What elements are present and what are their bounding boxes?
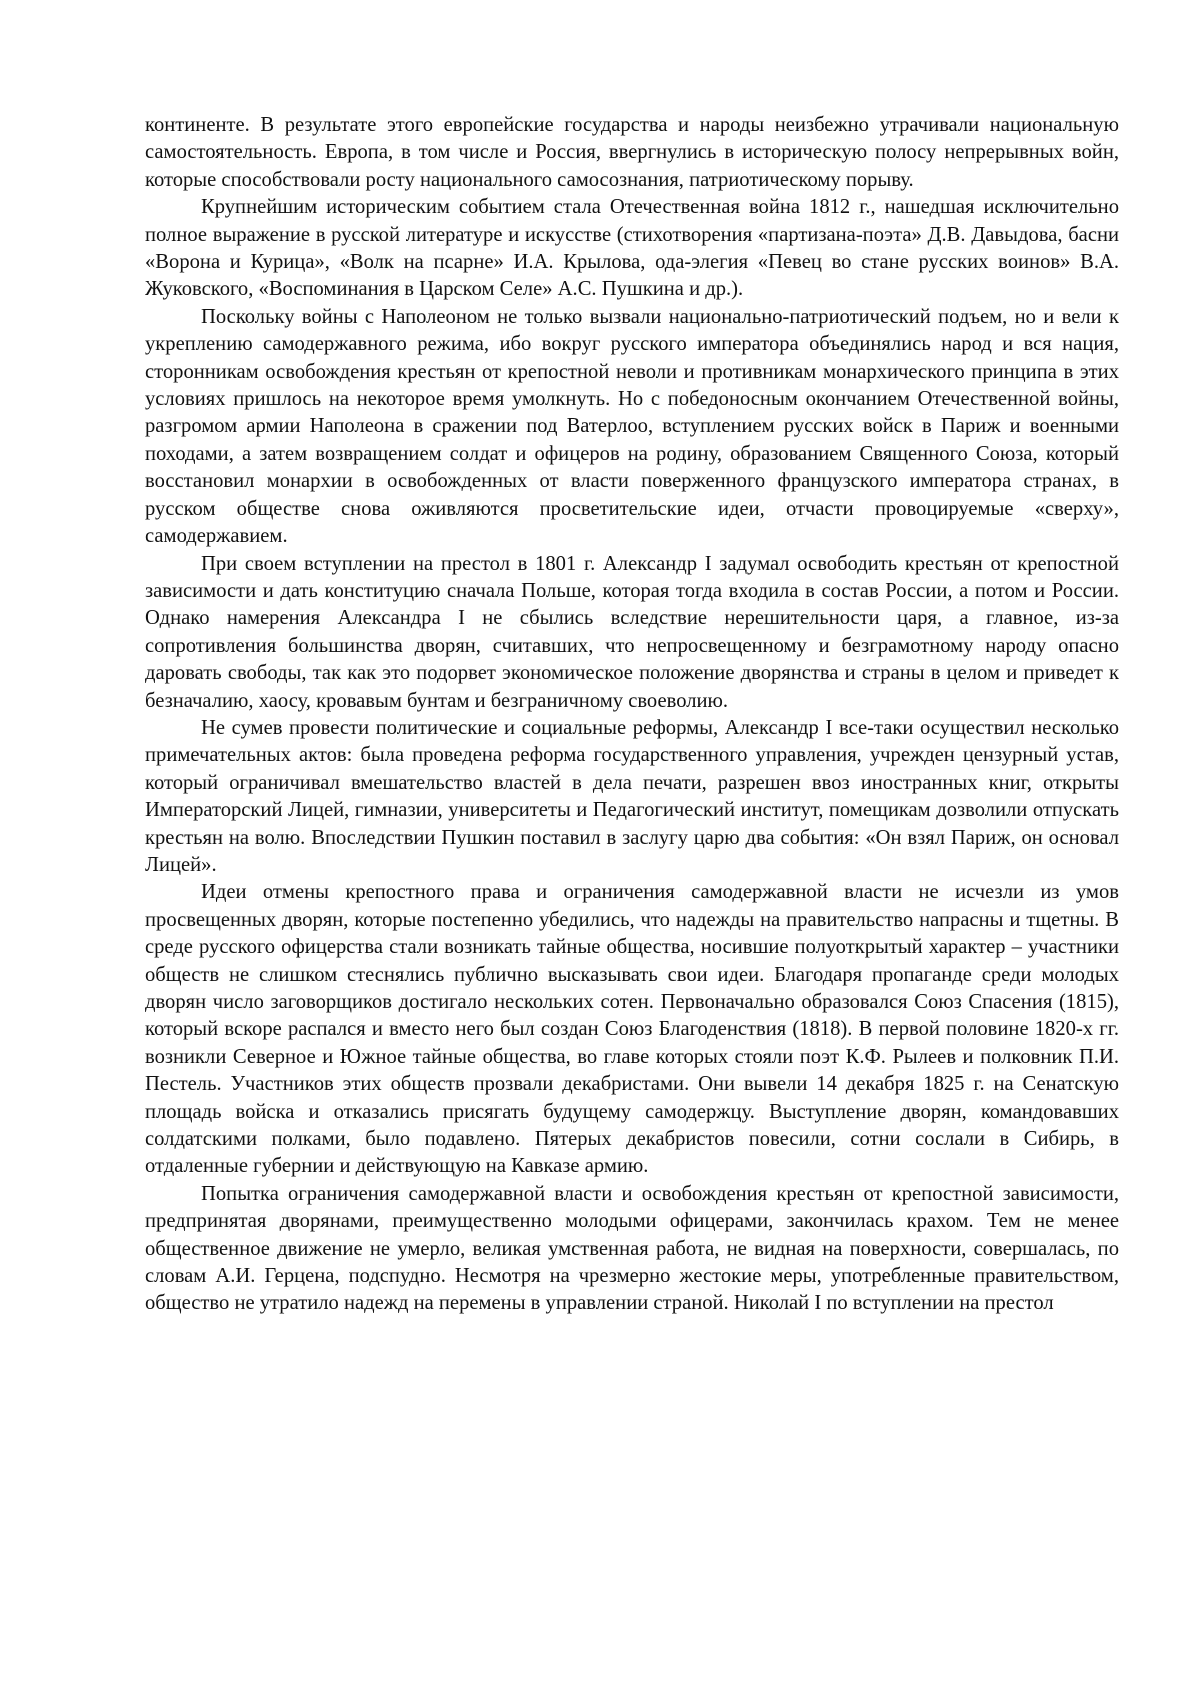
document-page — [145, 112, 1119, 1318]
paragraph-5: Не сумев провести политические и социальные реформы, Александр I все-таки осуществил несколько примечательных актов: была проведена реформа государственного управления, учрежден цензурный устав, который ограничивал вмешательство властей в дела печати, разрешен ввоз иностранных книг, открыты Императорский Лицей, гимназии, университеты и Педагогический институт, помещикам дозволили отпускать крестьян на волю. Впоследствии Пушкин поставил в заслугу царю два события: «Он взял Париж, он основал Лицей». — [145, 716, 1119, 876]
paragraph-4: При своем вступлении на престол в 1801 г. Александр I задумал освободить крестьян от крепостной зависимости и дать конституцию сначала Польше, которая тогда входила в состав России, а потом и России. Однако намерения Александра I не сбылись вследствие нерешительности царя, а главное, из-за сопротивления большинства дворян, считавших, что непросвещенному и безграмотному народу опасно даровать свободы, так как это подорвет экономическое положение дворянства и страны в целом и приведет к безначалию, хаосу, кровавым бунтам и безграничному своеволию. — [145, 552, 1119, 712]
paragraph-1: континенте. В результате этого европейские государства и народы неизбежно утрачивали национальную самостоятельность. Европа, в том числе и Россия, ввергнулись в историческую полосу непрерывных войн, которые способствовали росту национального самосознания, патриотическому порыву. — [145, 114, 1119, 191]
paragraph-3: Поскольку войны с Наполеоном не только вызвали национально-патриотический подъем, но и вели к укреплению самодержавного режима, ибо вокруг русского императора объединялись народ и вся нация, сторонникам освобождения крестьян от крепостной неволи и противникам монархического принципа в этих условиях пришлось на некоторое время умолкнуть. Но с победоносным окончанием Отечественной войны, разгромом армии Наполеона в сражении под Ватерлоо, вступлением русских войск в Париж и военными походами, а затем возвращением солдат и офицеров на родину, образованием Священного Союза, который восстановил монархии в освобожденных от власти поверженного французского императора странах, в русском обществе снова оживляются просветительские идеи, отчасти провоцируемые «сверху», самодержавием. — [145, 305, 1119, 548]
paragraph-6: Идеи отмены крепостного права и ограничения самодержавной власти не исчезли из умов просвещенных дворян, которые постепенно убедились, что надежды на правительство напрасны и тщетны. В среде русского офицерства стали возникать тайные общества, носившие полуоткрытый характер – участники обществ не слишком стеснялись публично высказывать свои идеи. Благодаря пропаганде среди молодых дворян число заговорщиков достигало нескольких сотен. Первоначально образовался Союз Спасения (1815), который вскоре распался и вместо него был создан Союз Благоденствия (1818). В первой половине 1820-х гг. возникли Северное и Южное тайные общества, во главе которых стояли поэт К.Ф. Рылеев и полковник П.И. Пестель. Участников этих обществ прозвали декабристами. Они вывели 14 декабря 1825 г. на Сенатскую площадь войска и отказались присягать будущему самодержцу. Выступление дворян, командовавших солдатскими полками, было подавлено. Пятерых декабристов повесили, сотни сослали в Сибирь, в отдаленные губернии и действующую на Кавказе армию. — [145, 881, 1119, 1178]
paragraph-2: Крупнейшим историческим событием стала Отечественная война 1812 г., нашедшая исключительно полное выражение в русской литературе и искусстве (стихотворения «партизана-поэта» Д.В. Давыдова, басни «Ворона и Курица», «Волк на псарне» И.А. Крылова, ода-элегия «Певец во стане русских воинов» В.А. Жуковского, «Воспоминания в Царском Селе» А.С. Пушкина и др.). — [145, 196, 1119, 301]
paragraph-7: Попытка ограничения самодержавной власти и освобождения крестьян от крепостной зависимости, предпринятая дворянами, преимущественно молодыми офицерами, закончилась крахом. Тем не менее общественное движение не умерло, великая умственная работа, не видная на поверхности, совершалась, по словам А.И. Герцена, подспудно. Несмотря на чрезмерно жестокие меры, употребленные правительством, общество не утратило надежд на перемены в управлении страной. Николай I по вступлении на престол — [145, 1182, 1119, 1315]
